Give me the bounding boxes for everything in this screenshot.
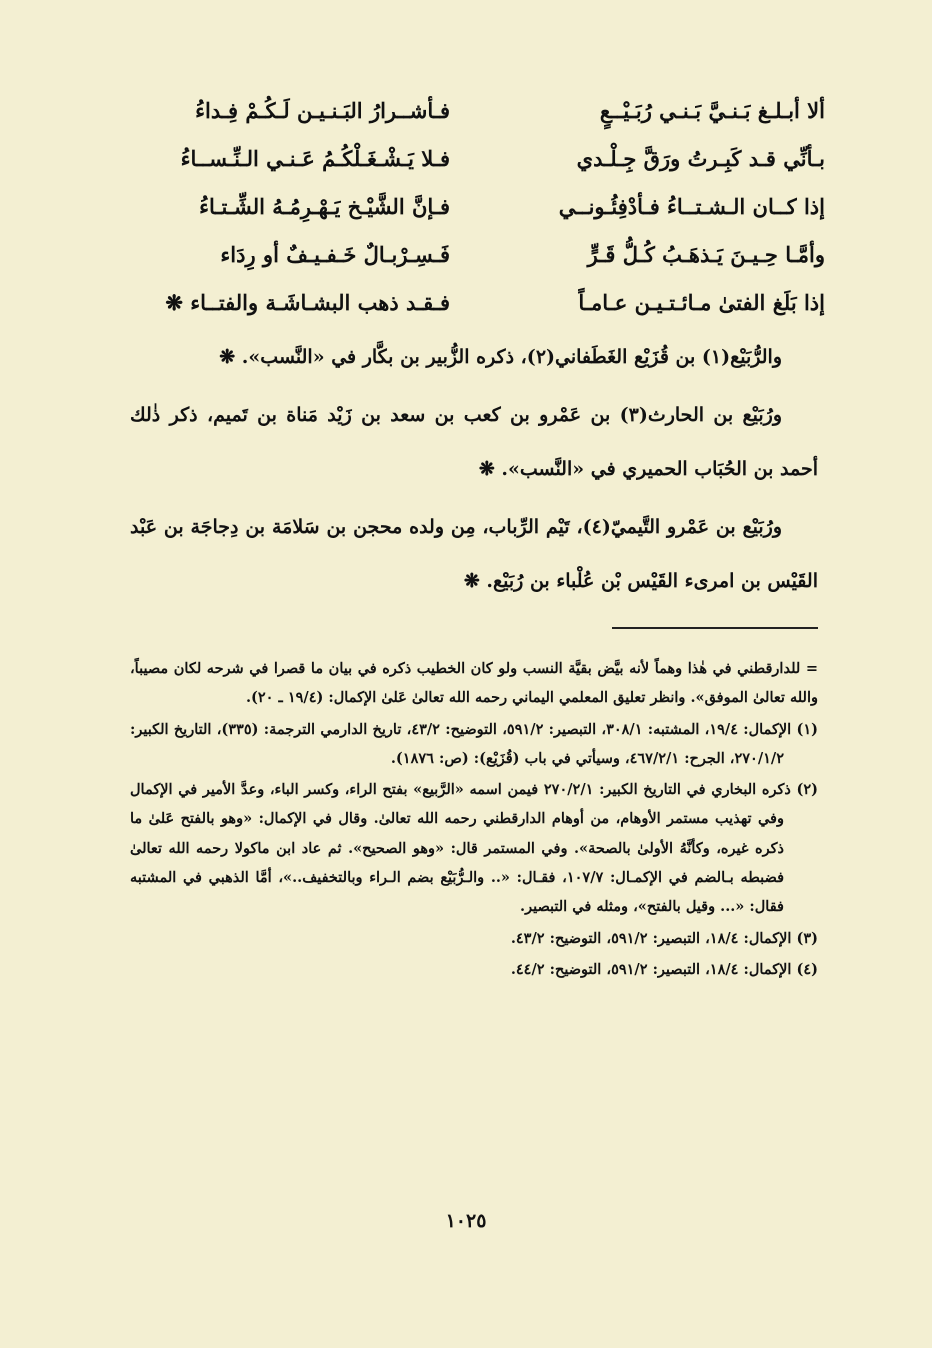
verse-first-hemistich: ألا أبـلـغ بَـنـيَّ بَـنـي رُبَـيْــعٍ <box>599 97 825 123</box>
verse-first-hemistich: إذا كــان الـشـتــاءُ فـأدْفِئُـونــي <box>558 193 825 219</box>
footnote-1: (١) الإكمال: ١٩/٤، المشتبه: ٣٠٨/١، التبصير: ٥٩١/٢، التوضيح: ٤٣/٢، تاريخ الدارمي الترجمة: (٣٣٥)، التاريخ الكبير: ٢٧٠/١/٢، الجرح: ٤٦٧/٢/١، وسيأتي في باب (قُزَيْع): (ص: ١٨٧٦). <box>130 720 818 767</box>
footnote-4: (٤) الإكمال: ١٨/٤، التبصير: ٥٩١/٢، التوضيح: ٤٤/٢. <box>510 960 818 978</box>
poem-verse <box>110 134 825 182</box>
verse-second-hemistich: فَـسِـرْبـالٌ خَـفـيـفٌ أو رِدَاء <box>220 241 450 267</box>
entry-paragraph: ورُبَيْع بن الحارث(٣) بن عَمْرو بن كعب بن سعد بن زَيْد مَناة بن تَميم، ذكر ذٰلك أحمد بن الحُبَاب الحميري في «النَّسب». ❋ <box>130 404 818 480</box>
poem-verse <box>110 230 825 278</box>
poem-verse <box>110 278 825 326</box>
verse-second-hemistich: فـقـد ذهب البشـاشَـة والفتــاء ❋ <box>165 289 450 315</box>
poem <box>110 86 825 326</box>
footnotes <box>130 654 818 986</box>
main-text <box>130 330 818 612</box>
footnote-separator <box>612 627 818 629</box>
footnote-3: (٣) الإكمال: ١٨/٤، التبصير: ٥٩١/٢، التوضيح: ٤٣/٢. <box>510 929 818 947</box>
verse-first-hemistich: وأمَّـا حِـيـنَ يَـذهَـبُ كُـلُّ قَـرٍّ <box>587 241 825 267</box>
poem-verse <box>110 86 825 134</box>
verse-second-hemistich: فـأشــرارُ البَـنـيـن لَـكُـمْ فِـداءُ <box>195 97 450 123</box>
verse-second-hemistich: فـلا يَـشْـغَـلْكُـمُ عَـنـي الـنِّـســاءُ <box>180 145 450 171</box>
verse-first-hemistich: إذا بَلَغ الفتىٰ مـائـتـيـن عـامـاً <box>578 289 825 315</box>
verse-second-hemistich: فـإنَّ الشَّيْـخ يَـهْـرِمُـهُ الشِّـتـاءُ <box>199 193 450 219</box>
footnote-continuation: = للدارقطني في هٰذا وهماً لأنه بيَّض بقيَّة النسب ولو كان الخطيب ذكره في بيان ما قصرا في شرحه لكان مصيباً، والله تعالىٰ الموفق». وانظر تعليق المعلمي اليماني رحمه الله تعالىٰ عَلىٰ الإكمال: (١٩/٤ ـ ٢٠). <box>130 660 818 707</box>
page-number: ١٠٢٥ <box>445 1210 487 1232</box>
poem-verse <box>110 182 825 230</box>
footnote-2: (٢) ذكره البخاري في التاريخ الكبير: ٢٧٠/٢/١ فيمن اسمه «الرَّبيع» بفتح الراء، وكسر الباء، وعدَّ الأمير في الإكمال وفي تهذيب مستمر الأوهام، من أوهام الدارقطني رحمه الله تعالىٰ. وقال في الإكمال: «وهو بالفتح عَلىٰ ما ذكره غيره، وكأنَّهُ الأولىٰ بالصحة». وفي المستمر قال: «وهو الصحيح». ثم عاد ابن ماكولا رحمه الله تعالىٰ فضبطه بـالضم في الإكمـال: ١٠٧/٧، فقـال: «.. والـرُّبَيْع بضم الـراء وبالتخفيف..»، أمَّا الذهبي في المشتبه فقال: «... وقيل بالفتح»، ومثله في التبصير. <box>130 781 818 916</box>
entry-paragraph: والرُّبَيْع(١) بن قُزَيْع الغَطَفاني(٢)، ذكره الزُّبير بن بكَّار في «النَّسب». ❋ <box>219 346 782 368</box>
entry-paragraph: ورُبَيْع بن عَمْرو التَّيميّ(٤)، تَيْم الرِّباب، مِن ولده محجن بن سَلامَة بن دِجاجَة بن عَبْد القَيْس بن امرىء القَيْس بْن عُلْباء بن رُبَيْع. ❋ <box>130 516 818 592</box>
verse-first-hemistich: بـأنِّي قـد كَبِـرتُ ورَقَّ جِـلْـدي <box>576 145 825 171</box>
